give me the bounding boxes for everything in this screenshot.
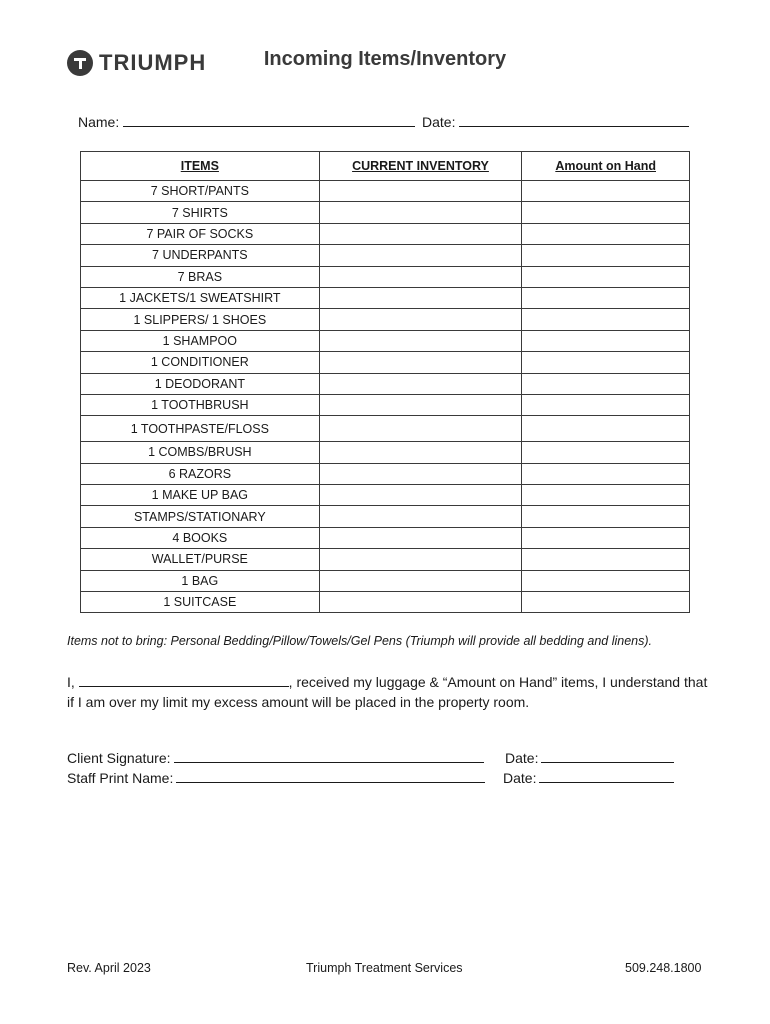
staff-print-name-blank[interactable] bbox=[176, 770, 485, 783]
table-row bbox=[81, 570, 690, 591]
table-row bbox=[81, 394, 690, 415]
name-field[interactable] bbox=[78, 114, 415, 130]
current-inventory-cell[interactable] bbox=[319, 549, 522, 570]
current-inventory-cell[interactable] bbox=[319, 330, 522, 351]
table-row bbox=[81, 309, 690, 330]
table-row bbox=[81, 527, 690, 548]
footer-company: Triumph Treatment Services bbox=[306, 961, 463, 975]
item-name-cell: 1 SUITCASE bbox=[81, 592, 320, 613]
staff-print-name-field[interactable] bbox=[67, 770, 485, 786]
table-row bbox=[81, 266, 690, 287]
table-header-row bbox=[81, 152, 690, 181]
client-date-blank[interactable] bbox=[541, 750, 674, 763]
triumph-logo bbox=[67, 49, 206, 77]
amount-on-hand-cell[interactable] bbox=[522, 181, 690, 202]
item-name-cell: 1 SLIPPERS/ 1 SHOES bbox=[81, 309, 320, 330]
amount-on-hand-cell[interactable] bbox=[522, 202, 690, 223]
client-date-field[interactable] bbox=[505, 750, 674, 766]
table-row bbox=[81, 245, 690, 266]
table-row bbox=[81, 416, 690, 442]
amount-on-hand-cell[interactable] bbox=[522, 592, 690, 613]
item-name-cell: 7 PAIR OF SOCKS bbox=[81, 223, 320, 244]
amount-on-hand-cell[interactable] bbox=[522, 394, 690, 415]
statement-suffix: , received my luggage & “Amount on Hand” items, I understand that if I am over my limit my excess amount will be placed in the property room. bbox=[67, 674, 708, 710]
current-inventory-cell[interactable] bbox=[319, 527, 522, 548]
current-inventory-cell[interactable] bbox=[319, 309, 522, 330]
amount-on-hand-cell[interactable] bbox=[522, 330, 690, 351]
name-blank[interactable] bbox=[123, 114, 415, 127]
amount-on-hand-cell[interactable] bbox=[522, 266, 690, 287]
date-field[interactable] bbox=[422, 114, 689, 130]
amount-on-hand-cell[interactable] bbox=[522, 527, 690, 548]
staff-date-blank[interactable] bbox=[539, 770, 674, 783]
header-current-inventory: CURRENT INVENTORY bbox=[319, 152, 522, 181]
current-inventory-cell[interactable] bbox=[319, 592, 522, 613]
item-name-cell: 1 JACKETS/1 SWEATSHIRT bbox=[81, 287, 320, 308]
table-row bbox=[81, 442, 690, 463]
item-name-cell: 1 TOOTHBRUSH bbox=[81, 394, 320, 415]
item-name-cell: 1 BAG bbox=[81, 570, 320, 591]
staff-print-name-label: Staff Print Name: bbox=[67, 770, 174, 786]
current-inventory-cell[interactable] bbox=[319, 485, 522, 506]
item-name-cell: 1 DEODORANT bbox=[81, 373, 320, 394]
client-signature-blank[interactable] bbox=[174, 750, 484, 763]
item-name-cell: 1 CONDITIONER bbox=[81, 352, 320, 373]
item-name-cell: 7 UNDERPANTS bbox=[81, 245, 320, 266]
item-name-cell: 4 BOOKS bbox=[81, 527, 320, 548]
current-inventory-cell[interactable] bbox=[319, 373, 522, 394]
table-row bbox=[81, 506, 690, 527]
amount-on-hand-cell[interactable] bbox=[522, 485, 690, 506]
item-name-cell: STAMPS/STATIONARY bbox=[81, 506, 320, 527]
amount-on-hand-cell[interactable] bbox=[522, 373, 690, 394]
current-inventory-cell[interactable] bbox=[319, 442, 522, 463]
item-name-cell: 1 TOOTHPASTE/FLOSS bbox=[81, 416, 320, 442]
logo-text: TRIUMPH bbox=[99, 50, 207, 75]
current-inventory-cell[interactable] bbox=[319, 266, 522, 287]
table-row bbox=[81, 463, 690, 484]
amount-on-hand-cell[interactable] bbox=[522, 463, 690, 484]
table-row bbox=[81, 549, 690, 570]
table-row bbox=[81, 202, 690, 223]
item-name-cell: 7 SHIRTS bbox=[81, 202, 320, 223]
current-inventory-cell[interactable] bbox=[319, 506, 522, 527]
amount-on-hand-cell[interactable] bbox=[522, 287, 690, 308]
client-signature-label: Client Signature: bbox=[67, 750, 171, 766]
amount-on-hand-cell[interactable] bbox=[522, 549, 690, 570]
item-name-cell: 1 MAKE UP BAG bbox=[81, 485, 320, 506]
items-not-to-bring-note: Items not to bring: Personal Bedding/Pillow/Towels/Gel Pens (Triumph will provide all bedding and linens). bbox=[67, 634, 653, 648]
table-row bbox=[81, 352, 690, 373]
current-inventory-cell[interactable] bbox=[319, 245, 522, 266]
date-blank[interactable] bbox=[459, 114, 689, 127]
client-signature-field[interactable] bbox=[67, 750, 484, 766]
current-inventory-cell[interactable] bbox=[319, 570, 522, 591]
item-name-cell: 7 SHORT/PANTS bbox=[81, 181, 320, 202]
table-row bbox=[81, 181, 690, 202]
current-inventory-cell[interactable] bbox=[319, 416, 522, 442]
amount-on-hand-cell[interactable] bbox=[522, 506, 690, 527]
table-row bbox=[81, 592, 690, 613]
header-amount-on-hand: Amount on Hand bbox=[522, 152, 690, 181]
amount-on-hand-cell[interactable] bbox=[522, 442, 690, 463]
table-row bbox=[81, 330, 690, 351]
table-row bbox=[81, 485, 690, 506]
date-label: Date: bbox=[422, 114, 456, 130]
header-items: ITEMS bbox=[81, 152, 320, 181]
current-inventory-cell[interactable] bbox=[319, 223, 522, 244]
item-name-cell: 7 BRAS bbox=[81, 266, 320, 287]
inventory-table-body bbox=[81, 181, 690, 613]
current-inventory-cell[interactable] bbox=[319, 463, 522, 484]
inventory-table bbox=[80, 151, 690, 613]
current-inventory-cell[interactable] bbox=[319, 287, 522, 308]
table-row bbox=[81, 223, 690, 244]
page-title: Incoming Items/Inventory bbox=[263, 48, 507, 70]
item-name-cell: 1 SHAMPOO bbox=[81, 330, 320, 351]
current-inventory-cell[interactable] bbox=[319, 352, 522, 373]
amount-on-hand-cell[interactable] bbox=[522, 245, 690, 266]
client-date-label: Date: bbox=[505, 750, 539, 766]
item-name-cell: 6 RAZORS bbox=[81, 463, 320, 484]
item-name-cell: 1 COMBS/BRUSH bbox=[81, 442, 320, 463]
amount-on-hand-cell[interactable] bbox=[522, 570, 690, 591]
acknowledgement-statement bbox=[67, 672, 717, 712]
item-name-cell: WALLET/PURSE bbox=[81, 549, 320, 570]
table-row bbox=[81, 373, 690, 394]
statement-prefix: I, bbox=[67, 674, 75, 690]
table-row bbox=[81, 287, 690, 308]
footer-phone: 509.248.1800 bbox=[625, 961, 702, 975]
current-inventory-cell[interactable] bbox=[319, 202, 522, 223]
current-inventory-cell[interactable] bbox=[319, 181, 522, 202]
amount-on-hand-cell[interactable] bbox=[522, 223, 690, 244]
name-label: Name: bbox=[78, 114, 120, 130]
acknowledgement-name-blank[interactable] bbox=[79, 674, 289, 687]
current-inventory-cell[interactable] bbox=[319, 394, 522, 415]
amount-on-hand-cell[interactable] bbox=[522, 309, 690, 330]
triumph-logo-icon bbox=[67, 50, 93, 76]
amount-on-hand-cell[interactable] bbox=[522, 416, 690, 442]
staff-date-label: Date: bbox=[503, 770, 537, 786]
amount-on-hand-cell[interactable] bbox=[522, 352, 690, 373]
staff-date-field[interactable] bbox=[503, 770, 674, 786]
footer-revision: Rev. April 2023 bbox=[67, 961, 151, 975]
